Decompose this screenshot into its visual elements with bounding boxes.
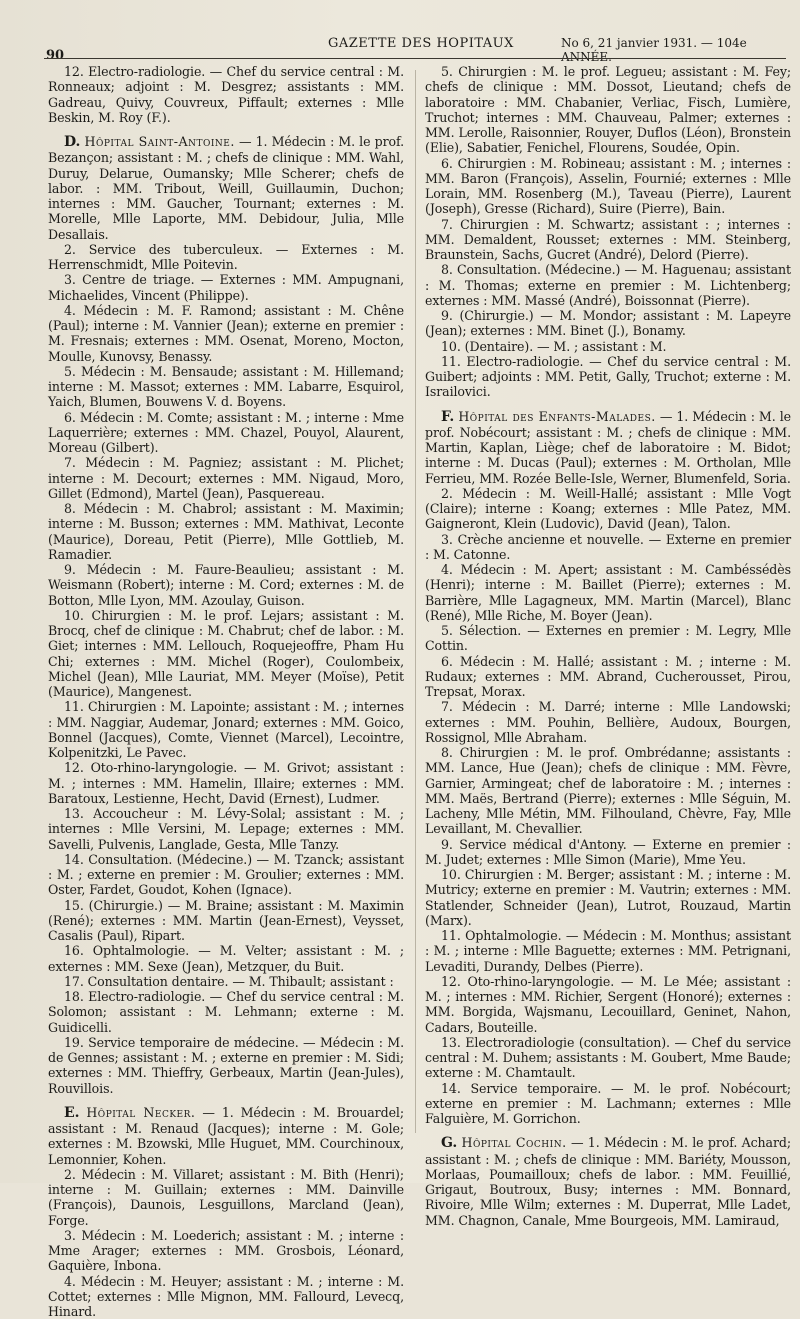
service-entry: 9. Médecin : M. Faure-Beaulieu; assistant : M. Weismann (Robert); interne : M. Cord; externes : M. de Botton, Mlle Lyon, MM. Azoulay, Guison.: [48, 562, 404, 608]
service-entry: 11. Chirurgien : M. Lapointe; assistant : M. ; internes : MM. Naggiar, Audemar, Jonard; externes : MM. Goico, Bonnel (Jacques), Comte, Viennet (Marcel), Lecointre, Kolpenitzki, Le Pavec.: [48, 699, 404, 760]
service-entry: 9. (Chirurgie.) — M. Mondor; assistant : M. Lapeyre (Jean); externes : MM. Binet (J.), Bonamy.: [425, 308, 791, 339]
hospital-section-heading: [48, 1105, 404, 1167]
service-entry: 2. Service des tuberculeux. — Externes : M. Herrenschmidt, Mlle Poitevin.: [48, 242, 404, 273]
service-entry: 8. Chirurgien : M. le prof. Ombrédanne; assistants : MM. Lance, Hue (Jean); chefs de clinique : MM. Fèvre, Garnier, Armingeat; chef de laboratoire : M. ; internes : MM. Maës, Bertrand (Pierre); externes : Mlle Séguin, M. Lacheny, Mlle Métin, MM. Filhouland, Chèvre, Fay, Mlle Levaillant, M. Chevallier.: [425, 745, 791, 837]
section-letter: F.: [441, 409, 454, 425]
column-divider: [415, 70, 416, 1133]
service-entry: 11. Ophtalmologie. — Médecin : M. Monthus; assistant : M. ; interne : Mlle Baguette; externes : MM. Petrignani, Levaditi, Durandy, Delbes (Pierre).: [425, 928, 791, 974]
service-entry: 10. Chirurgien : M. le prof. Lejars; assistant : M. Brocq, chef de clinique : M. Chabrut; chef de labor. : M. Giet; internes : MM. Lellouch, Roquejeoffre, Pham Hu Chi; externes : MM. Michel (Roger), Coulombeix, Michel (Jean), Mlle Lauriat, MM. Meyer (Moïse), Petit (Maurice), Mangenest.: [48, 608, 404, 700]
service-entry: 12. Oto-rhino-laryngologie. — M. Le Mée; assistant : M. ; internes : MM. Richier, Sergent (Honoré); externes : MM. Borgida, Wajsmanu, Lecouillard, Geninet, Nahon, Cadars, Bouteille.: [425, 974, 791, 1035]
service-entry: 19. Service temporaire de médecine. — Médecin : M. de Gennes; assistant : M. ; externe en premier : M. Sidi; externes : MM. Thieffry, Gerbeaux, Martin (Jean-Jules), Rouvillois.: [48, 1035, 404, 1096]
hospital-name: Hôpital des Enfants-Malades.: [458, 409, 655, 424]
service-entry: 6. Médecin : M. Hallé; assistant : M. ; interne : M. Rudaux; externes : MM. Abrand, Cucherousset, Pirou, Trepsat, Morax.: [425, 654, 791, 700]
service-entry: 6. Chirurgien : M. Robineau; assistant : M. ; internes : MM. Baron (François), Asselin, Fournié; externes : Mlle Lorain, MM. Rosenberg (M.), Taveau (Pierre), Laurent (Joseph), Gresse (Richard), Suire (Pierre), Bain.: [425, 156, 791, 217]
service-entry: 4. Médecin : M. Apert; assistant : M. Cambéssédès (Henri); interne : M. Baillet (Pierre); externes : M. Barrière, Mlle Lagagneux, MM. Martin (Marcel), Blanc (René), Mlle Riche, M. Boyer (Jean).: [425, 562, 791, 623]
left-column: [48, 64, 404, 1319]
hospital-name: Hôpital Cochin.: [462, 1135, 567, 1150]
section-letter: G.: [441, 1135, 457, 1151]
section-letter: D.: [64, 134, 80, 150]
service-entry: 12. Electro-radiologie. — Chef du service central : M. Ronneaux; adjoint : M. Desgrez; assistants : MM. Gadreau, Quivy, Couvreux, Piffault; externes : Mlle Beskin, M. Roy (F.).: [48, 64, 404, 125]
header-rule: [44, 58, 786, 59]
service-entry: 17. Consultation dentaire. — M. Thibault; assistant :: [48, 974, 404, 989]
service-entry: 3. Centre de triage. — Externes : MM. Ampugnani, Michaelides, Vincent (Philippe).: [48, 272, 404, 303]
section-text: — 1. Médecin : M. le prof. Achard; assistant : M. ; chefs de clinique : MM. Bariéty, Mousson, Morlaas, Poumailloux; chefs de labor. : MM. Feuillié, Grigaut, Boutroux, Busy; internes : MM. Bonnard, Rivoire, Mlle Wilm; externes : M. Duperrat, Mlle Ladet, MM. Chagnon, Canale, Mme Bourgeois, MM. Lamiraud,: [425, 1135, 791, 1227]
service-entry: 10. Chirurgien : M. Berger; assistant : M. ; interne : M. Mutricy; externe en premier : M. Vautrin; externes : MM. Statlender, Schneider (Jean), Lutrot, Rouzaud, Martin (Marx).: [425, 867, 791, 928]
service-entry: 14. Service temporaire. — M. le prof. Nobécourt; externe en premier : M. Lachmann; externes : Mlle Falguière, M. Gorrichon.: [425, 1081, 791, 1127]
page-number: 90: [46, 48, 64, 63]
page-header: [40, 30, 788, 56]
section-letter: E.: [64, 1105, 79, 1121]
service-entry: 3. Crèche ancienne et nouvelle. — Externe en premier : M. Catonne.: [425, 532, 791, 563]
service-entry: 6. Médecin : M. Comte; assistant : M. ; interne : Mme Laquerrière; externes : MM. Chazel, Pouyol, Alaurent, Moreau (Gilbert).: [48, 410, 404, 456]
service-entry: 4. Médecin : M. Heuyer; assistant : M. ; interne : M. Cottet; externes : Mlle Mignon, MM. Fallourd, Levecq, Hinard.: [48, 1274, 404, 1319]
service-entry: 5. Médecin : M. Bensaude; assistant : M. Hillemand; interne : M. Massot; externes : MM. Labarre, Esquirol, Yaich, Blumen, Bouwens V. d. Boyens.: [48, 364, 404, 410]
service-entry: 5. Sélection. — Externes en premier : M. Legry, Mlle Cottin.: [425, 623, 791, 654]
service-entry: 9. Service médical d'Antony. — Externe en premier : M. Judet; externes : Mlle Simon (Marie), Mme Yeu.: [425, 837, 791, 868]
service-entry: 12. Oto-rhino-laryngologie. — M. Grivot; assistant : M. ; internes : MM. Hamelin, Illaire; externes : MM. Baratoux, Lestienne, Hecht, David (Ernest), Ludmer.: [48, 760, 404, 806]
service-entry: 18. Electro-radiologie. — Chef du service central : M. Solomon; assistant : M. Lehmann; externe : M. Guidicelli.: [48, 989, 404, 1035]
service-entry: 5. Chirurgien : M. le prof. Legueu; assistant : M. Fey; chefs de clinique : MM. Dossot, Lieutand; chefs de laboratoire : MM. Chabanier, Verliac, Fisch, Lumière, Truchot; internes : MM. Chauveau, Palmer; externes : MM. Lerolle, Raisonnier, Rouyer, Duflos (Léon), Bronstein (Elie), Sabatier, Fenichel, Flourens, Soudée, Opin.: [425, 64, 791, 156]
service-entry: 7. Chirurgien : M. Schwartz; assistant : ; internes : MM. Demaldent, Rousset; externes : MM. Steinberg, Braunstein, Sachs, Gucret (André), Delord (Pierre).: [425, 217, 791, 263]
service-entry: 2. Médecin : M. Villaret; assistant : M. Bith (Henri); interne : M. Guillain; externes : MM. Dainville (François), Daunois, Lesguillons, Marcland (Jean), Forge.: [48, 1167, 404, 1228]
section-text: — 1. Médecin : M. Brouardel; assistant : M. Renaud (Jacques); interne : M. Gole; externes : M. Bzowski, Mlle Huguet, MM. Courchinoux, Lemonnier, Kohen.: [48, 1105, 404, 1167]
service-entry: 16. Ophtalmologie. — M. Velter; assistant : M. ; externes : MM. Sexe (Jean), Metzquer, du Buit.: [48, 943, 404, 974]
service-entry: 2. Médecin : M. Weill-Hallé; assistant : Mlle Vogt (Claire); interne : Koang; externes : Mlle Patez, MM. Gaigneront, Klein (Ludovic), David (Jean), Talon.: [425, 486, 791, 532]
section-text: — 1. Médecin : M. le prof. Bezançon; assistant : M. ; chefs de clinique : MM. Wahl, Duruy, Delarue, Oumansky; Mlle Scherer; chefs de labor. : MM. Tribout, Weill, Guillaumin, Duchon; internes : MM. Gaucher, Tournant; externes : M. Morelle, Mlle Laporte, MM. Debidour, Julia, Mlle Desallais.: [48, 134, 404, 242]
issue-line: No 6, 21 janvier 1931. — 104e ANNÉE.: [561, 36, 788, 64]
hospital-section-heading: [48, 134, 404, 242]
service-entry: 14. Consultation. (Médecine.) — M. Tzanck; assistant : M. ; externe en premier : M. Groulier; externes : MM. Oster, Fardet, Goudot, Kohen (Ignace).: [48, 852, 404, 898]
hospital-name: Hôpital Necker.: [86, 1105, 195, 1120]
service-entry: 8. Médecin : M. Chabrol; assistant : M. Maximin; interne : M. Busson; externes : MM. Mathivat, Leconte (Maurice), Doreau, Petit (Pierre), Mlle Gottlieb, M. Ramadier.: [48, 501, 404, 562]
section-text: — 1. Médecin : M. le prof. Nobécourt; assistant : M. ; chefs de clinique : MM. Martin, Kaplan, Liège; chef de laboratoire : M. Bidot; interne : M. Ducas (Paul); externes : M. Ortholan, Mlle Ferrieu, MM. Rozée Belle-Isle, Werner, Blumenfeld, Soria.: [425, 409, 791, 486]
service-entry: 7. Médecin : M. Pagniez; assistant : M. Plichet; interne : M. Decourt; externes : MM. Nigaud, Moro, Gillet (Edmond), Martel (Jean), Pasquereau.: [48, 455, 404, 501]
service-entry: 10. (Dentaire). — M. ; assistant : M.: [425, 339, 791, 354]
service-entry: 13. Electroradiologie (consultation). — Chef du service central : M. Duhem; assistants : M. Goubert, Mme Baude; externe : M. Chamtault.: [425, 1035, 791, 1081]
hospital-section-heading: [425, 1135, 791, 1228]
service-entry: 11. Electro-radiologie. — Chef du service central : M. Guibert; adjoints : MM. Petit, Gally, Truchot; externe : M. Israilovici.: [425, 354, 791, 400]
service-entry: 4. Médecin : M. F. Ramond; assistant : M. Chêne (Paul); interne : M. Vannier (Jean); externe en premier : M. Fresnais; externes : MM. Osenat, Moreno, Mocton, Moulle, Kunovsy, Benassy.: [48, 303, 404, 364]
service-entry: 13. Accoucheur : M. Lévy-Solal; assistant : M. ; internes : Mlle Versini, M. Lepage; externes : MM. Savelli, Pulvenis, Langlade, Gesta, Mlle Tanzy.: [48, 806, 404, 852]
service-entry: 7. Médecin : M. Darré; interne : Mlle Landowski; externes : MM. Pouhin, Bellière, Audoux, Bourgen, Rossignol, Mlle Abraham.: [425, 699, 791, 745]
service-entry: 15. (Chirurgie.) — M. Braine; assistant : M. Maximin (René); externes : MM. Martin (Jean-Ernest), Veysset, Casalis (Paul), Ripart.: [48, 898, 404, 944]
hospital-name: Hôpital Saint-Antoine.: [84, 134, 234, 149]
service-entry: 3. Médecin : M. Loederich; assistant : M. ; interne : Mme Arager; externes : MM. Grosbois, Léonard, Gaquière, Inbona.: [48, 1228, 404, 1274]
service-entry: 8. Consultation. (Médecine.) — M. Haguenau; assistant : M. Thomas; externe en premier : M. Lichtenberg; externes : MM. Massé (André), Boissonnat (Pierre).: [425, 262, 791, 308]
hospital-section-heading: [425, 409, 791, 486]
right-column: [425, 64, 791, 1228]
publication-title: GAZETTE DES HOPITAUX: [328, 36, 514, 51]
